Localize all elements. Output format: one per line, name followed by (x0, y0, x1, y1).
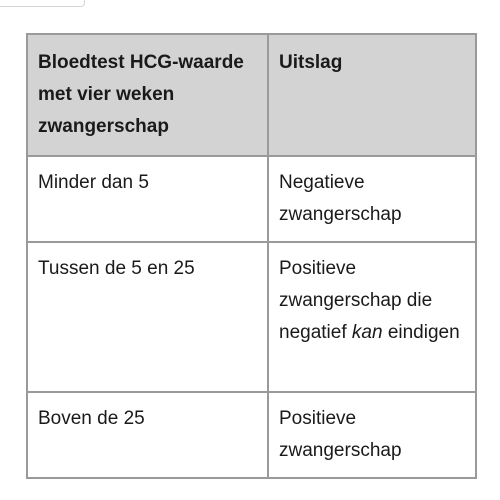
table-header (27, 34, 476, 156)
cell-result: Negatieve zwangerschap (268, 156, 476, 242)
top-edge-fragment (0, 0, 85, 7)
hcg-results-table (26, 33, 477, 479)
cell-result: Positieve zwangerschap (268, 392, 476, 478)
cell-hcg-value: Boven de 25 (27, 392, 268, 478)
result-text: eindigen (382, 322, 460, 343)
table-row (27, 156, 476, 242)
header-hcg-value: Bloedtest HCG-waarde met vier weken zwangerschap (27, 34, 268, 156)
cell-hcg-value: Minder dan 5 (27, 156, 268, 242)
table-row (27, 242, 476, 392)
cell-result (268, 242, 476, 392)
result-text: Positieve zwangerschap die negatief (279, 258, 433, 343)
cell-hcg-value: Tussen de 5 en 25 (27, 242, 268, 392)
header-result: Uitslag (268, 34, 476, 156)
table-body (27, 156, 476, 478)
table-row (27, 392, 476, 478)
result-emphasis: kan (351, 322, 383, 343)
header-row (27, 34, 476, 156)
